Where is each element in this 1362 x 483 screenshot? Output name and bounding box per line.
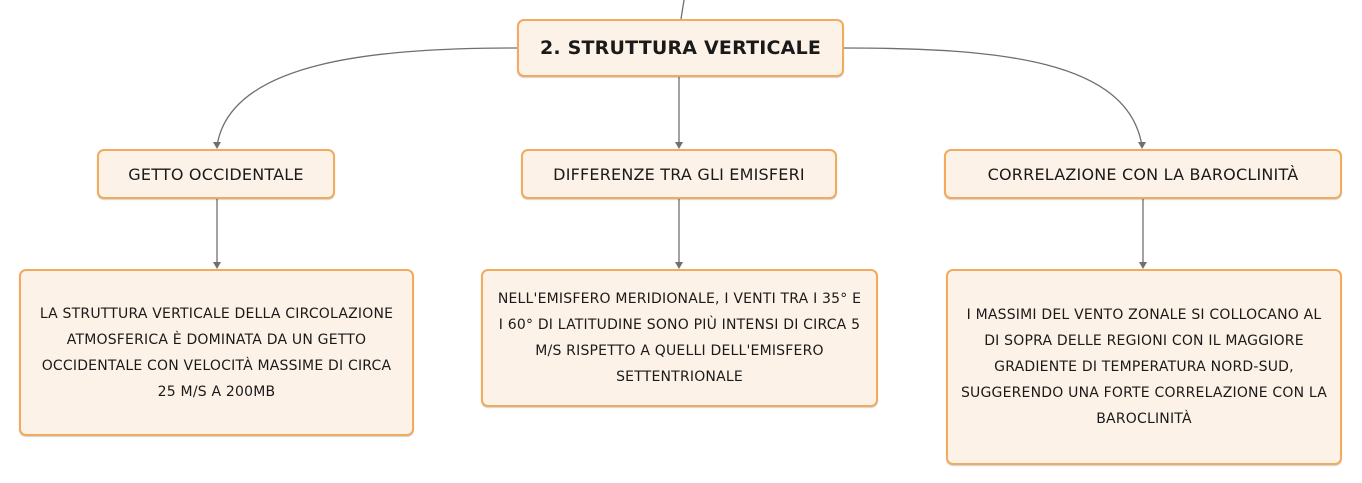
root-topic-node[interactable] <box>517 19 844 77</box>
subtopic-label: DIFFERENZE TRA GLI EMISFERI <box>553 164 805 184</box>
subtopic-getto-occidentale[interactable] <box>97 149 335 199</box>
detail-differenze-emisferi[interactable] <box>481 269 878 407</box>
arrowhead-getto-detail <box>213 262 221 269</box>
incoming-connector <box>681 0 684 19</box>
arrowhead-getto-occidentale <box>213 142 221 149</box>
detail-correlazione-baroclinita[interactable] <box>946 269 1342 465</box>
connector-root-to-correlazione-baroclinita <box>844 48 1142 146</box>
subtopic-correlazione-baroclinita[interactable] <box>944 149 1342 199</box>
connector-root-to-getto-occidentale <box>217 48 517 146</box>
arrowhead-differenze-emisferi <box>675 142 683 149</box>
subtopic-label: CORRELAZIONE CON LA BAROCLINITÀ <box>987 164 1299 184</box>
detail-text: NELL'EMISFERO MERIDIONALE, I VENTI TRA I 35° E I 60° DI LATITUDINE SONO PIÙ INTENSI DI CIRCA 5 M/S RISPETTO A QUELLI DELL'EMISFERO SETTENTRIONALE <box>497 291 862 385</box>
arrowhead-correlazione-detail <box>1139 262 1147 269</box>
detail-text: LA STRUTTURA VERTICALE DELLA CIRCOLAZIONE ATMOSFERICA È DOMINATA DA UN GETTO OCCIDENTALE CON VELOCITÀ MASSIME DI CIRCA 25 M/S A 200MB <box>39 305 394 400</box>
arrowhead-differenze-detail <box>675 262 683 269</box>
detail-getto-occidentale[interactable] <box>19 269 414 436</box>
subtopic-label: GETTO OCCIDENTALE <box>128 164 304 184</box>
subtopic-differenze-emisferi[interactable] <box>521 149 837 199</box>
arrowhead-correlazione-baroclinita <box>1138 142 1146 149</box>
root-topic-label: 2. STRUTTURA VERTICALE <box>539 37 822 59</box>
detail-text: I MASSIMI DEL VENTO ZONALE SI COLLOCANO AL DI SOPRA DELLE REGIONI CON IL MAGGIORE GRADIENTE DI TEMPERATURA NORD-SUD, SUGGERENDO UNA FORTE CORRELAZIONE CON LA BAROCLINITÀ <box>960 307 1328 427</box>
